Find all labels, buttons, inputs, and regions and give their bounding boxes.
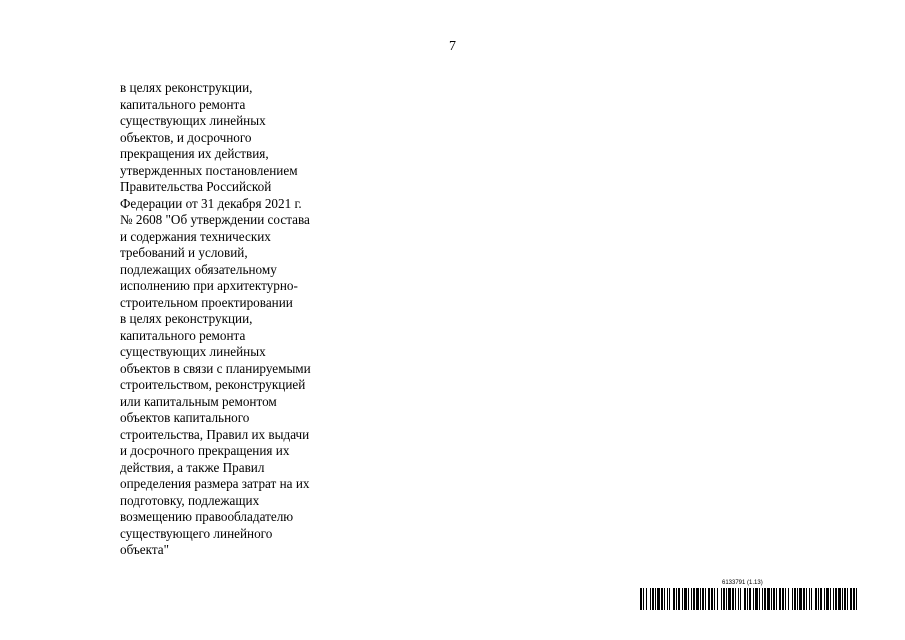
text-line: в целях реконструкции, bbox=[120, 311, 253, 326]
barcode-caption: 6133791 (1.13) bbox=[722, 580, 763, 586]
text-line: капитального ремонта bbox=[120, 96, 246, 112]
text-line: № 2608 "Об утверждении состава bbox=[120, 212, 310, 227]
text-line: и содержания технических bbox=[120, 228, 271, 244]
text-line: объекта" bbox=[120, 542, 170, 557]
text-line: капитального ремонта bbox=[120, 327, 246, 343]
text-line: строительства, Правил их выдачи bbox=[120, 426, 310, 442]
text-line: подлежащих обязательному bbox=[120, 261, 277, 277]
text-line: утвержденных постановлением bbox=[120, 162, 298, 178]
text-line: строительном проектировании bbox=[120, 294, 293, 310]
text-line: существующих линейных bbox=[120, 344, 266, 359]
body-text bbox=[120, 80, 370, 559]
text-line: объектов, и досрочного bbox=[120, 129, 252, 145]
text-line: объектов капитального bbox=[120, 410, 250, 425]
page-number: 7 bbox=[449, 39, 456, 54]
text-line: требований и условий, bbox=[120, 245, 248, 260]
text-line: в целях реконструкции, bbox=[120, 80, 253, 95]
barcode bbox=[640, 580, 858, 610]
text-line: существующего линейного bbox=[120, 525, 273, 541]
text-line: исполнению при архитектурно- bbox=[120, 278, 298, 293]
text-line: и досрочного прекращения их bbox=[120, 443, 290, 458]
text-line: подготовку, подлежащих bbox=[120, 492, 260, 508]
text-line: возмещению правообладателю bbox=[120, 509, 294, 524]
text-line: объектов в связи с планируемыми bbox=[120, 360, 311, 376]
text-line: Федерации от 31 декабря 2021 г. bbox=[120, 195, 302, 211]
text-line: строительством, реконструкцией bbox=[120, 377, 306, 392]
barcode-icon bbox=[640, 588, 858, 610]
text-line: прекращения их действия, bbox=[120, 146, 269, 161]
text-line: Правительства Российской bbox=[120, 179, 272, 194]
text-line: или капитальным ремонтом bbox=[120, 393, 277, 409]
text-line: существующих линейных bbox=[120, 113, 266, 128]
text-line: определения размера затрат на их bbox=[120, 476, 310, 491]
text-line: действия, а также Правил bbox=[120, 459, 265, 475]
